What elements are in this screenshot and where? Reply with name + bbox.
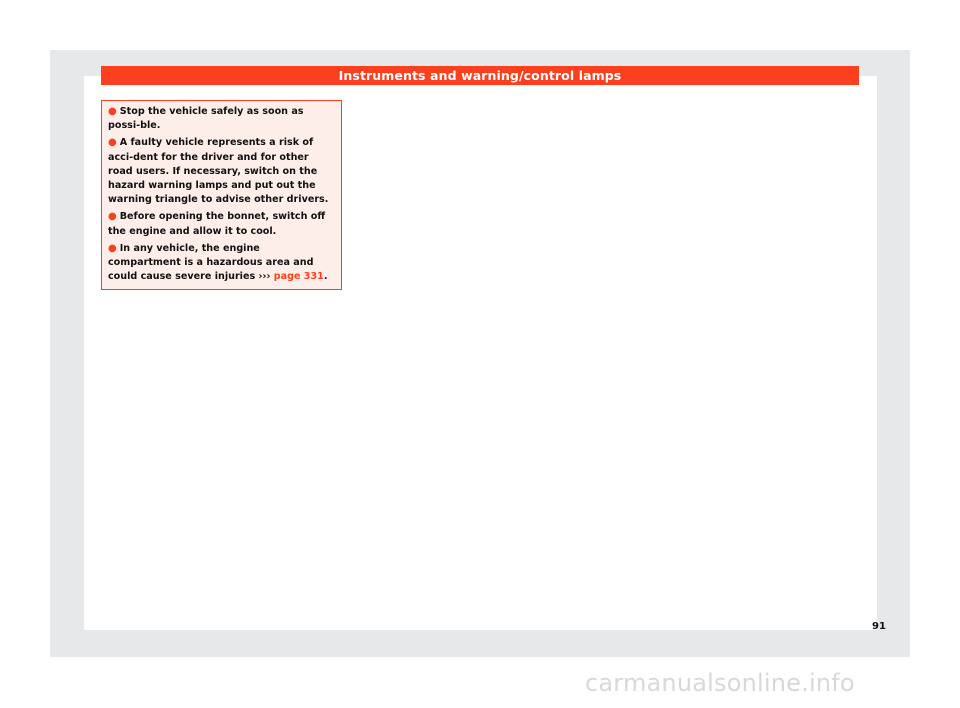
warning-item [108,136,335,207]
warning-item-text: In any vehicle, the engine compartment is a hazardous area and could cause severe injuries [108,242,314,283]
warning-item [108,210,335,238]
warning-item [108,105,335,133]
warning-item-text: A faulty vehicle represents a risk of acci-dent for the driver and for other road users. If necessary, switch on the hazard warning lamps and put out the warning triangle to advise other drivers. [108,137,329,206]
section-header [101,66,859,85]
page-number: 91 [872,621,886,632]
warning-item-text: Before opening the bonnet, switch off the engine and allow it to cool. [108,211,326,237]
watermark-text: carmanualsonline.info [585,669,855,697]
section-title: Instruments and warning/control lamps [338,68,622,83]
link-arrows: ››› [258,271,271,283]
page-reference-link[interactable]: page 331 [273,271,324,283]
bullet-icon: ● [108,106,117,117]
bullet-icon: ● [108,242,117,254]
warning-box [101,100,342,290]
bullet-icon: ● [108,137,117,149]
warning-item [108,242,335,285]
sentence-end: . [323,271,328,283]
warning-item-text: Stop the vehicle safely as soon as possi-ble. [108,106,304,132]
bullet-icon: ● [108,211,117,223]
